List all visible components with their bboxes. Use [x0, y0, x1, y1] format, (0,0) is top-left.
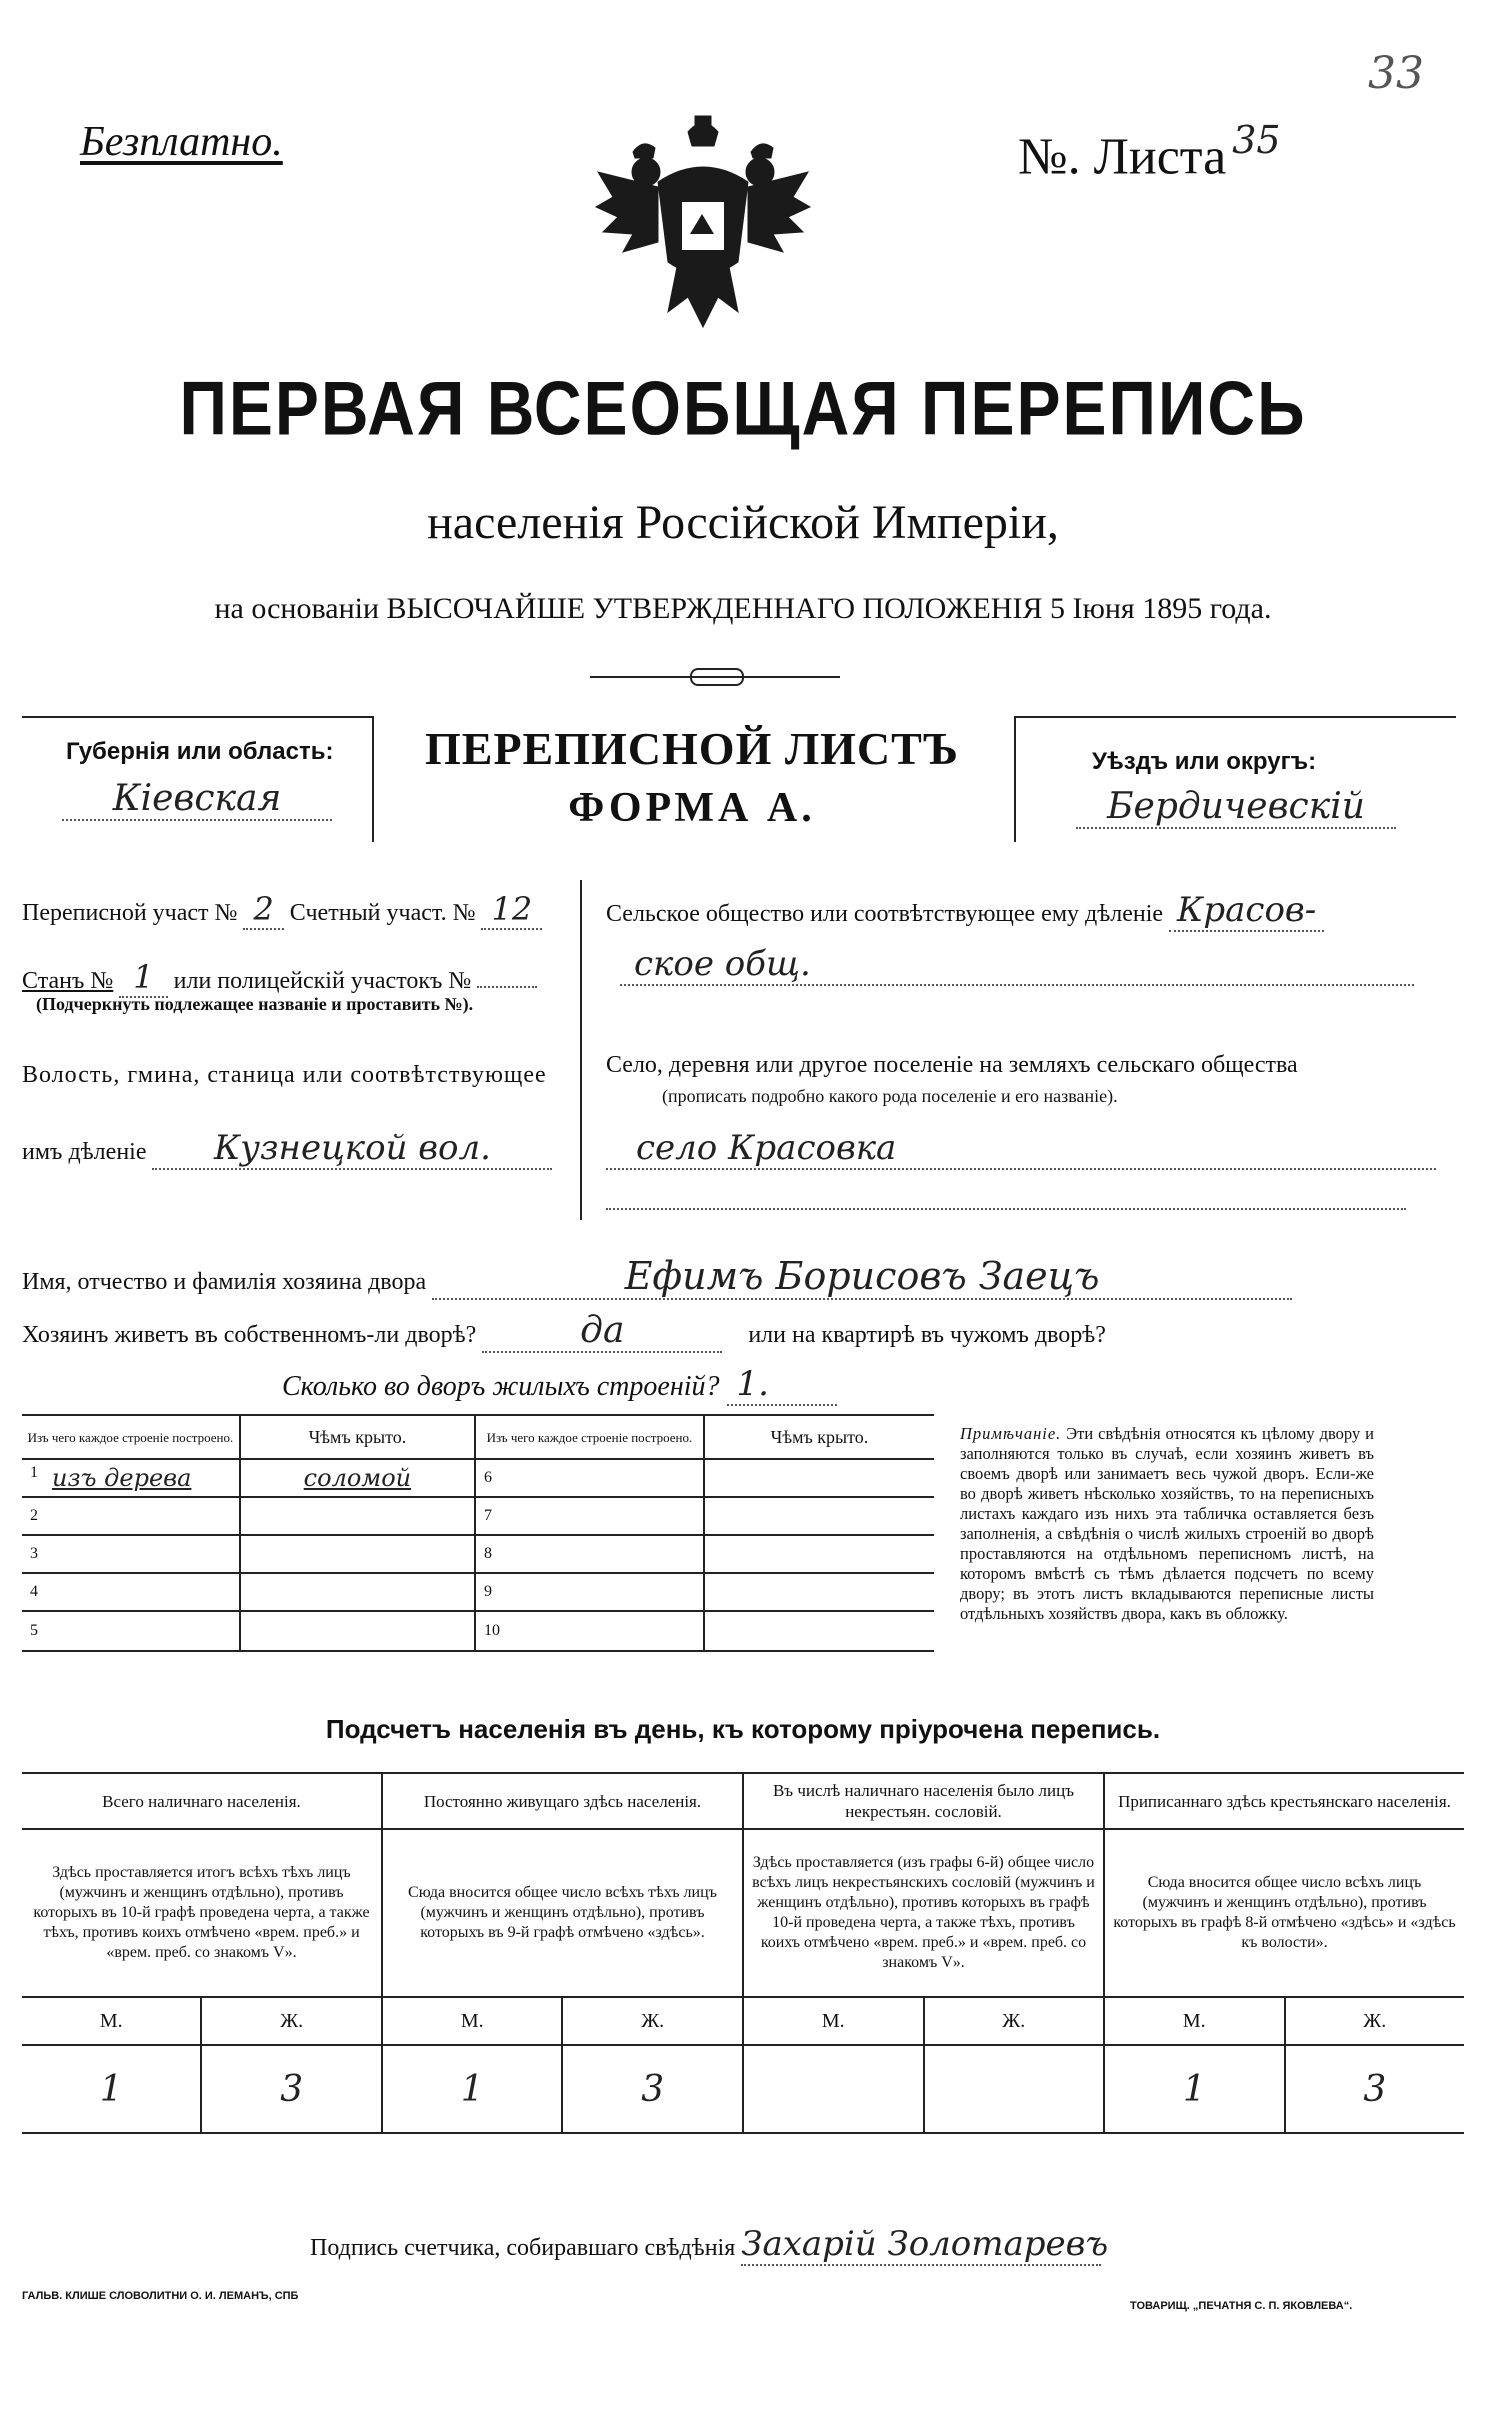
bld-row-8-number: 8 — [483, 1545, 492, 1562]
province-box — [22, 716, 374, 842]
police-value[interactable] — [477, 986, 537, 988]
free-label: Безплатно. — [80, 119, 283, 165]
underline-note: (Подчеркнуть подлежащее названіе и проставить №). — [36, 994, 474, 1014]
count-title: Подсчетъ населенія въ день, къ которому пріурочена перепись. — [325, 1714, 1161, 1744]
population-count-table — [22, 1772, 1464, 2159]
buildings-value[interactable]: 1. — [727, 1364, 837, 1406]
stan-row — [22, 958, 537, 996]
count-col-1-f-label: Ж. — [201, 1997, 382, 2045]
count-col-2-header: Постоянно живущаго здѣсь населенія. — [382, 1773, 743, 1829]
count-col-4-m-label: М. — [1104, 1997, 1285, 2045]
column-divider — [580, 880, 582, 1220]
bld-row-3-material[interactable] — [22, 1535, 240, 1573]
province-value[interactable]: Кіевская — [62, 778, 332, 821]
buildings-table — [22, 1414, 934, 1652]
bld-row-8-material[interactable] — [475, 1535, 704, 1573]
bld-header-material-2: Изъ чего каждое строеніе построено. — [475, 1415, 704, 1459]
count-col-3-desc: Здѣсь проставляется (изъ графы 6-й) общее число всѣхъ лицъ некрестьянскихъ сословій (мужчинъ и женщинъ отдѣльно), противъ которыхъ въ графѣ 10-й проведена черта, а также тѣхъ, противъ коихъ отмѣчено «врем. преб.» и «врем. преб. со знакомъ V». — [743, 1829, 1104, 1997]
bld-row-1-material-value: изъ дерева — [52, 1464, 192, 1492]
stan-value[interactable]: 1 — [119, 958, 167, 998]
bld-row-9-number: 9 — [483, 1583, 492, 1600]
society-label: Сельское общество или соотвѣтствующее ему дѣленіе — [606, 901, 1164, 927]
bld-row-3-number: 3 — [30, 1545, 38, 1562]
lives-label: Хозяинъ живетъ въ собственномъ-ли дворѣ? — [22, 1322, 477, 1348]
village-value-line-2[interactable] — [606, 1188, 1406, 1210]
bld-row-7-number: 7 — [483, 1507, 492, 1524]
district-label: Уѣздъ или округъ: — [1092, 748, 1317, 775]
owner-value[interactable]: Ефимъ Борисовъ Заецъ — [432, 1254, 1292, 1300]
count-col-3-header: Въ числѣ наличнаго населенія было лицъ некрестьян. сословій. — [743, 1773, 1104, 1829]
count-col-4-m-value[interactable]: 1 — [1104, 2045, 1285, 2133]
volost-label-2: имъ дѣленіе — [22, 1139, 147, 1165]
stan-label: Станъ № — [22, 968, 114, 994]
society-value-2[interactable]: ское общ. — [620, 944, 1414, 986]
bld-row-10-roof[interactable] — [704, 1611, 934, 1651]
count-col-4-desc: Сюда вносится общее число всѣхъ лицъ (мужчинъ и женщинъ отдѣльно), противъ которыхъ въ графѣ 8-й отмѣчено «здѣсь» и «здѣсь къ волости». — [1104, 1829, 1464, 1997]
sheet-number-label: №. Листа — [1018, 128, 1227, 186]
count-col-1-desc: Здѣсь проставляется итогъ всѣхъ тѣхъ лицъ (мужчинъ и женщинъ отдѣльно), противъ которыхъ въ 10-й графѣ проведена черта, а также тѣхъ, противъ коихъ отмѣчено «врем. преб.» и «врем. преб. со знакомъ V». — [22, 1829, 382, 1997]
form-title: ПЕРЕПИСНОЙ ЛИСТЪ — [424, 723, 960, 774]
province-label: Губернія или область: — [66, 738, 334, 765]
remark-text: Эти свѣдѣнія относятся къ цѣлому двору и заполняются только въ случаѣ, если хозяинъ живетъ въ своемъ дворѣ или занимаетъ весь чужой дворъ. Если-же во дворѣ живетъ нѣсколько хозяйствъ, то на переписныхъ листахъ каждаго изъ нихъ эта табличка оставляется безъ заполненія, а свѣдѣнія о числѣ жилыхъ строеній во дворѣ проставляются на отдѣльномъ переписномъ листѣ, на которомъ вмѣстѣ съ тѣмъ дѣлается подсчетъ по всему двору; въ этотъ листъ вкладываются переписные листы отдѣльныхъ хозяйствъ двора, какъ въ обложку. — [960, 1424, 1374, 1623]
lives-value[interactable]: да — [482, 1310, 722, 1353]
count-col-3-m-label: М. — [743, 1997, 924, 2045]
owner-label: Имя, отчество и фамилія хозяина двора — [22, 1269, 427, 1295]
bld-row-5-roof[interactable] — [240, 1611, 475, 1651]
bld-row-9-material[interactable] — [475, 1573, 704, 1611]
bld-row-4-roof[interactable] — [240, 1573, 475, 1611]
bld-header-roof-2: Чѣмъ крыто. — [704, 1415, 934, 1459]
count-col-2-m-label: М. — [382, 1997, 563, 2045]
count-col-1-m-value[interactable]: 1 — [22, 2045, 201, 2133]
count-area-value[interactable]: 12 — [481, 890, 542, 930]
district-box — [1014, 716, 1456, 842]
bld-row-6-material[interactable] — [475, 1459, 704, 1497]
society-value[interactable]: Красов- — [1169, 890, 1324, 932]
remark-title: Примѣчаніе. — [960, 1424, 1062, 1443]
legal-basis: на основаніи ВЫСОЧАЙШЕ УТВЕРЖДЕННАГО ПОЛОЖЕНІЯ 5 Іюня 1895 года. — [214, 592, 1272, 625]
count-col-4-f-value[interactable]: 3 — [1285, 2045, 1464, 2133]
society-row — [606, 890, 1324, 930]
bld-row-5-number: 5 — [30, 1622, 38, 1639]
count-area-label: Счетный участ. № — [289, 900, 476, 926]
count-col-2-f-label: Ж. — [562, 1997, 743, 2045]
count-col-4-f-label: Ж. — [1285, 1997, 1464, 2045]
volost-value[interactable]: Кузнецкой вол. — [152, 1128, 552, 1170]
count-col-3-m-value[interactable] — [743, 2045, 924, 2133]
archive-number: 33 — [1368, 48, 1424, 99]
count-col-3-f-value[interactable] — [924, 2045, 1105, 2133]
police-label: или полицейскій участокъ № — [173, 968, 472, 994]
subtitle: населенія Россійской Имперіи, — [427, 496, 1059, 549]
bld-row-10-number: 10 — [483, 1622, 500, 1639]
bld-row-2-roof[interactable] — [240, 1497, 475, 1535]
sheet-number — [1018, 118, 1281, 187]
signature-value[interactable]: Захарій Золотаревъ — [741, 2224, 1109, 2264]
bld-row-9-roof[interactable] — [704, 1573, 934, 1611]
census-area-value[interactable]: 2 — [243, 890, 283, 930]
form-subtitle: ФОРМА А. — [568, 785, 816, 831]
main-title: ПЕРВАЯ ВСЕОБЩАЯ ПЕРЕПИСЬ — [179, 365, 1307, 451]
bld-row-6-number: 6 — [483, 1469, 492, 1486]
census-area-row — [22, 890, 542, 928]
owner-row — [22, 1254, 1292, 1300]
remark — [960, 1424, 1374, 1624]
bld-row-5-material[interactable] — [22, 1611, 240, 1651]
bld-row-2-number: 2 — [30, 1507, 38, 1524]
bld-row-8-roof[interactable] — [704, 1535, 934, 1573]
bld-header-roof-1: Чѣмъ крыто. — [240, 1415, 475, 1459]
volost-row — [22, 1128, 552, 1170]
count-col-1-m-label: М. — [22, 1997, 201, 2045]
district-value[interactable]: Бердичевскій — [1076, 786, 1396, 829]
count-col-2-desc: Сюда вносится общее число всѣхъ тѣхъ лицъ (мужчинъ и женщинъ отдѣльно), противъ которыхъ въ 9-й графѣ отмѣчено «здѣсь». — [382, 1829, 743, 1997]
bld-row-3-roof[interactable] — [240, 1535, 475, 1573]
bld-row-1-roof[interactable]: соломой — [240, 1459, 475, 1497]
count-table-footer — [22, 2133, 1464, 2159]
signature-label: Подпись счетчика, собиравшаго свѣдѣнія — [310, 2235, 736, 2261]
sheet-number-value: 35 — [1232, 118, 1281, 162]
lives-row — [22, 1310, 1106, 1353]
divider-ornament-center — [690, 668, 744, 686]
count-col-2-f-value[interactable]: 3 — [562, 2045, 743, 2133]
volost-label: Волость, гмина, станица или соотвѣтствующее — [22, 1062, 547, 1088]
census-area-label: Переписной участ № — [22, 900, 238, 926]
printer-mark-right: ТОВАРИЩ. „ПЕЧАТНЯ С. П. ЯКОВЛЕВА“. — [1130, 2300, 1353, 2312]
buildings-row — [282, 1364, 837, 1406]
bld-row-4-number: 4 — [30, 1583, 38, 1600]
bld-header-material-1: Изъ чего каждое строеніе построено. — [22, 1415, 240, 1459]
bld-row-4-material[interactable] — [22, 1573, 240, 1611]
count-col-1-f-value[interactable]: 3 — [201, 2045, 382, 2133]
bld-row-7-material[interactable] — [475, 1497, 704, 1535]
count-col-4-header: Приписаннаго здѣсь крестьянскаго населенія. — [1104, 1773, 1464, 1829]
bld-row-10-material[interactable] — [475, 1611, 704, 1651]
printer-mark-left: ГАЛЬВ. КЛИШЕ СЛОВОЛИТНИ О. И. ЛЕМАНЪ, СПБ — [22, 2290, 299, 2302]
signature-row — [310, 2224, 1109, 2266]
bld-row-7-roof[interactable] — [704, 1497, 934, 1535]
lives-label-2: или на квартирѣ въ чужомъ дворѣ? — [748, 1322, 1106, 1348]
bld-row-6-roof[interactable] — [704, 1459, 934, 1497]
count-col-1-header: Всего наличнаго населенія. — [22, 1773, 382, 1829]
coat-of-arms-icon — [588, 112, 818, 342]
buildings-label: Сколько во дворъ жилыхъ строеній? — [282, 1371, 720, 1402]
village-value[interactable]: село Красовка — [606, 1128, 1436, 1170]
village-note: (прописать подробно какого рода поселеніе и его названіе). — [662, 1086, 1118, 1106]
village-label: Село, деревня или другое поселеніе на земляхъ сельскаго общества — [606, 1052, 1298, 1078]
count-col-3-f-label: Ж. — [924, 1997, 1105, 2045]
bld-row-1-material[interactable] — [22, 1459, 240, 1497]
count-col-2-m-value[interactable]: 1 — [382, 2045, 563, 2133]
bld-row-1-number: 1 — [30, 1464, 38, 1481]
bld-row-2-material[interactable] — [22, 1497, 240, 1535]
